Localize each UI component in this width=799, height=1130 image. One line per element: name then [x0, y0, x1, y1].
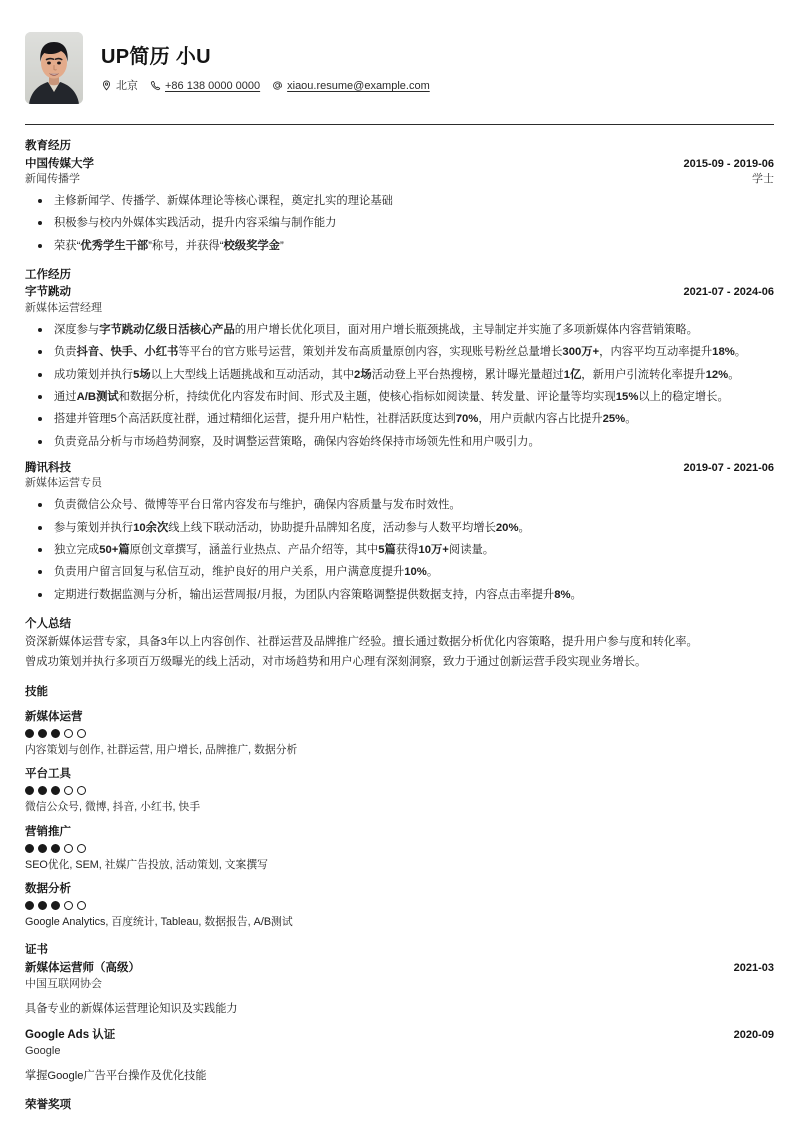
section-certificates	[25, 943, 774, 1084]
list-item	[25, 192, 774, 210]
bullet-text: 搭建并管理5个高活跃度社群，通过精细化运营，提升用户粘性，社群活跃度达到70%，用户贡献内容占比提升25%。	[54, 413, 637, 426]
rating-dot-filled	[25, 901, 34, 910]
certificate-name: 新媒体运营师（高级）	[25, 961, 140, 974]
contact-row	[101, 79, 430, 93]
list-item	[25, 541, 774, 559]
section-title-summary: 个人总结	[25, 617, 71, 630]
rating-dot-empty	[77, 786, 86, 795]
section-skills	[25, 685, 774, 930]
bullet-text: 独立完成50+篇原创文章撰写，涵盖行业热点、产品介绍等，其中5篇获得10万+阅读量。	[54, 543, 495, 556]
list-item	[25, 343, 774, 361]
contact-phone[interactable]	[150, 79, 260, 93]
rating-dot-filled	[38, 786, 47, 795]
list-item	[25, 237, 774, 255]
skill-name: 数据分析	[25, 883, 71, 896]
profile-photo	[25, 32, 83, 104]
bullet-text: 荣获“优秀学生干部”称号，并获得“校级奖学金”	[54, 239, 284, 252]
skill-level-rating	[25, 729, 774, 738]
entry-head	[25, 960, 774, 977]
skill-group	[25, 766, 774, 815]
list-item	[25, 410, 774, 428]
list-item	[25, 586, 774, 604]
entry-head	[25, 156, 774, 173]
skill-level-rating	[25, 901, 774, 910]
section-title-work: 工作经历	[25, 268, 71, 281]
rating-dot-filled	[38, 901, 47, 910]
skill-group	[25, 881, 774, 930]
entry-head	[25, 1027, 774, 1044]
section-work-experience	[25, 268, 774, 604]
education-degree: 学士	[752, 173, 774, 186]
rating-dot-empty	[77, 844, 86, 853]
entry-head	[25, 284, 774, 301]
certificate-issuer: Google	[25, 1044, 61, 1057]
skill-items: SEO优化, SEM, 社媒广告投放, 活动策划, 文案撰写	[25, 858, 268, 871]
page-title: UP简历 小U	[101, 45, 211, 68]
bullet-text: 积极参与校内外媒体实践活动，提升内容采编与制作能力	[54, 217, 337, 230]
education-major: 新闻传播学	[25, 173, 80, 186]
skill-name: 新媒体运营	[25, 710, 83, 723]
section-title-skills: 技能	[25, 686, 48, 699]
contact-email[interactable]	[272, 79, 430, 93]
contact-location	[101, 79, 138, 93]
list-item	[25, 496, 774, 514]
list-item	[25, 563, 774, 581]
entry-sub	[25, 172, 774, 188]
work-bullets	[25, 321, 774, 451]
email-at-icon	[272, 80, 283, 91]
section-title-certificates: 证书	[25, 944, 48, 957]
rating-dot-filled	[38, 844, 47, 853]
certificate-date: 2020-09	[733, 1029, 774, 1042]
work-entry	[25, 460, 774, 604]
list-item	[25, 519, 774, 537]
work-entry	[25, 284, 774, 450]
skill-name: 营销推广	[25, 825, 71, 838]
bullet-text: 通过A/B测试和数据分析，持续优化内容发布时间、形式及主题，使核心指标如阅读量、转发量、评论量等均实现15%以上的稳定增长。	[54, 390, 729, 403]
work-title: 新媒体运营专员	[25, 477, 102, 490]
identity-block	[101, 43, 430, 93]
skill-items: 微信公众号, 微博, 抖音, 小红书, 快手	[25, 801, 201, 814]
rating-dot-empty	[64, 844, 73, 853]
certificate-name: Google Ads 认证	[25, 1029, 116, 1042]
work-title: 新媒体运营经理	[25, 302, 102, 315]
work-company: 腾讯科技	[25, 461, 71, 474]
phone-icon	[150, 80, 161, 91]
contact-location-text: 北京	[116, 79, 138, 92]
header-divider	[25, 124, 774, 125]
section-personal-summary	[25, 617, 774, 672]
list-item	[25, 321, 774, 339]
certificate-description: 掌握Google广告平台操作及优化技能	[25, 1069, 207, 1082]
bullet-text: 主修新闻学、传播学、新媒体理论等核心课程，奠定扎实的理论基础	[54, 195, 393, 208]
list-item	[25, 433, 774, 451]
list-item	[25, 366, 774, 384]
certificate-date: 2021-03	[733, 961, 774, 974]
bullet-text: 参与策划并执行10余次线上线下联动活动，协助提升品牌知名度，活动参与人数平均增长20%。	[54, 521, 530, 534]
rating-dot-empty	[64, 786, 73, 795]
certificate-entry	[25, 960, 774, 1017]
entry-sub	[25, 977, 774, 993]
bullet-text: 负责抖音、快手、小红书等平台的官方账号运营，策划并发布高质量原创内容，实现账号粉丝总量增长300万+，内容平均互动率提升18%。	[54, 346, 747, 359]
rating-dot-empty	[64, 901, 73, 910]
skill-name: 平台工具	[25, 768, 71, 781]
resume-header	[25, 0, 774, 120]
certificate-description: 具备专业的新媒体运营理论知识及实践能力	[25, 1002, 238, 1015]
skill-items: Google Analytics, 百度统计, Tableau, 数据报告, A/B测试	[25, 916, 293, 929]
education-school: 中国传媒大学	[25, 157, 94, 170]
education-entry	[25, 156, 774, 255]
skill-items: 内容策划与创作, 社群运营, 用户增长, 品牌推广, 数据分析	[25, 743, 298, 756]
entry-sub	[25, 1044, 774, 1060]
education-bullets	[25, 192, 774, 255]
work-date: 2021-07 - 2024-06	[683, 286, 774, 299]
rating-dot-filled	[25, 786, 34, 795]
rating-dot-filled	[51, 786, 60, 795]
skill-level-rating	[25, 786, 774, 795]
certificate-issuer: 中国互联网协会	[25, 977, 102, 990]
skill-group	[25, 824, 774, 873]
bullet-text: 成功策划并执行5场以上大型线上话题挑战和互动活动，其中2场活动登上平台热搜榜，累计曝光量超过1亿，新用户引流转化率提升12%。	[54, 368, 740, 381]
rating-dot-filled	[38, 729, 47, 738]
work-bullets	[25, 496, 774, 603]
entry-head	[25, 460, 774, 477]
skill-group	[25, 709, 774, 758]
contact-email-text[interactable]: xiaou.resume@example.com	[287, 79, 430, 92]
section-title-cut-off: 荣誉奖项	[25, 1098, 71, 1111]
work-date: 2019-07 - 2021-06	[683, 461, 774, 474]
rating-dot-filled	[51, 729, 60, 738]
list-item	[25, 214, 774, 232]
summary-line: 曾成功策划并执行多项百万级曝光的线上活动，对市场趋势和用户心理有深刻洞察，致力于通过创新运营手段实现业务增长。	[25, 655, 647, 668]
skill-level-rating	[25, 844, 774, 853]
section-title-education: 教育经历	[25, 140, 71, 152]
rating-dot-empty	[77, 901, 86, 910]
summary-line: 资深新媒体运营专家，具备3年以上内容创作、社群运营及品牌推广经验。擅长通过数据分析优化内容策略，提升用户参与度和转化率。	[25, 636, 698, 649]
bullet-text: 负责用户留言回复与私信互动，维护良好的用户关系，用户满意度提升10%。	[54, 566, 439, 579]
location-pin-icon	[101, 80, 112, 91]
bullet-text: 负责竞品分析与市场趋势洞察，及时调整运营策略，确保内容始终保持市场领先性和用户吸引力。	[54, 435, 540, 448]
section-education	[25, 139, 774, 255]
entry-sub	[25, 476, 774, 492]
list-item	[25, 388, 774, 406]
rating-dot-filled	[25, 729, 34, 738]
entry-sub	[25, 301, 774, 317]
rating-dot-filled	[25, 844, 34, 853]
contact-phone-text[interactable]: +86 138 0000 0000	[165, 79, 261, 92]
bullet-text: 负责微信公众号、微博等平台日常内容发布与维护，确保内容质量与发布时效性。	[54, 499, 461, 512]
rating-dot-empty	[77, 729, 86, 738]
bullet-text: 定期进行数据监测与分析，输出运营周报/月报，为团队内容策略调整提供数据支持，内容点击率提升8%。	[54, 588, 582, 601]
bullet-text: 深度参与字节跳动亿级日活核心产品的用户增长优化项目，面对用户增长瓶颈挑战，主导制定并实施了多项新媒体内容营销策略。	[54, 324, 698, 337]
education-date: 2015-09 - 2019-06	[683, 157, 774, 170]
certificate-entry	[25, 1027, 774, 1084]
rating-dot-filled	[51, 901, 60, 910]
rating-dot-empty	[64, 729, 73, 738]
rating-dot-filled	[51, 844, 60, 853]
work-company: 字节跳动	[25, 286, 71, 299]
